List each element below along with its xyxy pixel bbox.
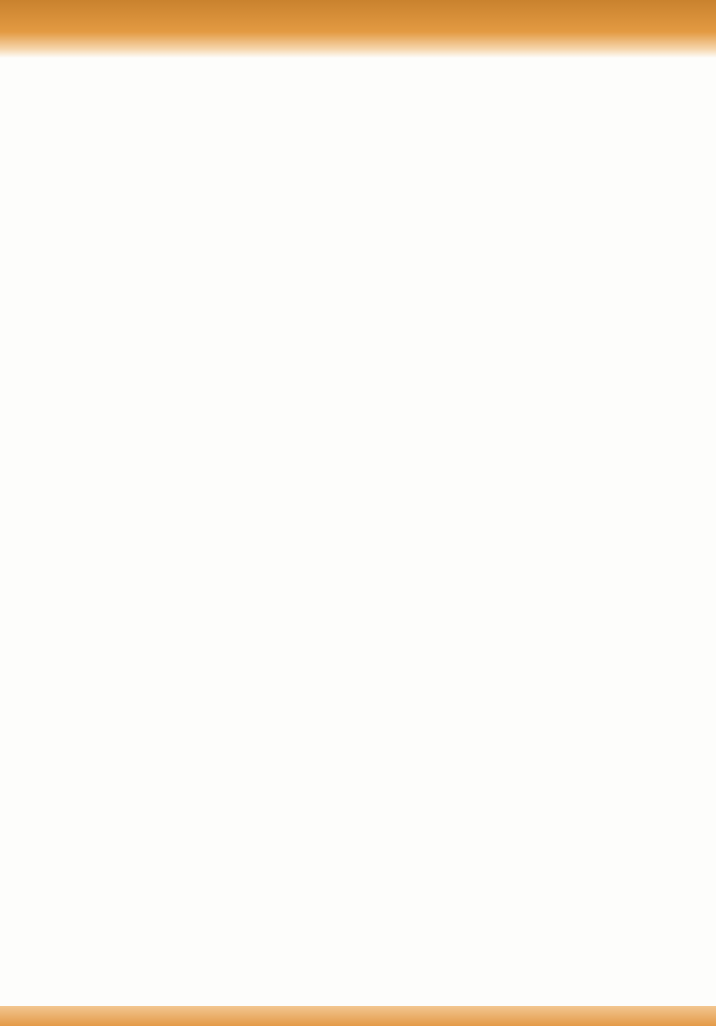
footer-periodic-band bbox=[0, 1006, 716, 1026]
header-band-cells bbox=[0, 0, 716, 44]
header-periodic-band bbox=[0, 0, 716, 58]
footer-band-cells bbox=[0, 1006, 716, 1026]
